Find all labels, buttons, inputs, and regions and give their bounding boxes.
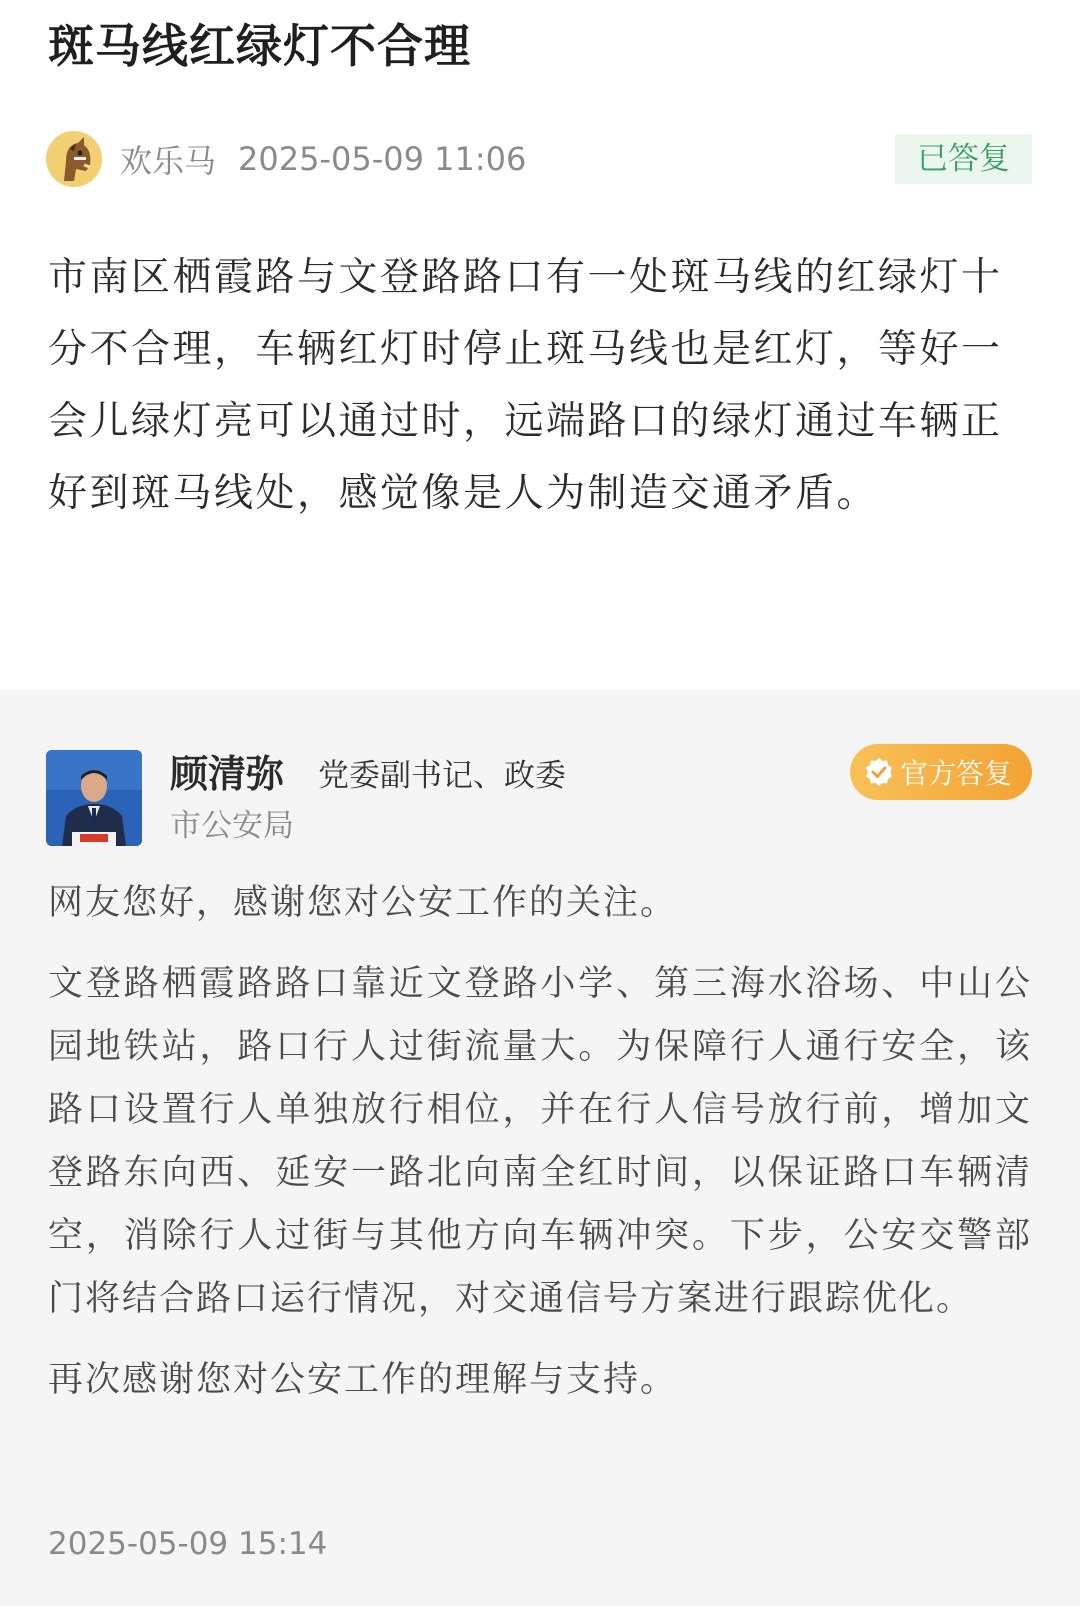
author-name[interactable]: 欢乐马 (120, 142, 217, 180)
responder-title: 党委副书记、政委 (318, 758, 566, 794)
status-badge: 已答复 (895, 134, 1032, 184)
horse-avatar-icon[interactable] (46, 131, 102, 187)
reply-content (48, 872, 1032, 1412)
page-title: 斑马线红绿灯不合理 (48, 19, 471, 73)
responder-header (46, 750, 1032, 850)
responder-name: 顾清弥 (170, 752, 285, 796)
question-section (0, 0, 1080, 690)
question-meta (46, 130, 1032, 188)
check-badge-icon (864, 757, 894, 787)
reply-closing: 再次感谢您对公安工作的理解与支持。 (48, 1360, 678, 1400)
reply-greeting: 网友您好，感谢您对公安工作的关注。 (48, 883, 678, 923)
responder-department: 市公安局 (170, 808, 294, 844)
official-reply-label: 官方答复 (899, 757, 1012, 790)
official-reply-badge (850, 744, 1032, 800)
reply-section (0, 690, 1080, 1606)
reply-body: 文登路栖霞路路口靠近文登路小学、第三海水浴场、中山公园地铁站，路口行人过街流量大。为保障行人通行安全，该路口设置行人单独放行相位，并在行人信号放行前，增加文登路东向西、延安一路北向南全红时间，以保证路口车辆清空，消除行人过街与其他方向车辆冲突。下步，公安交警部门将结合路口运行情况，对交通信号方案进行跟踪优化。 (48, 964, 1032, 1319)
responder-avatar[interactable] (46, 750, 142, 846)
post-timestamp: 2025-05-09 11:06 (238, 140, 527, 178)
reply-timestamp: 2025-05-09 15:14 (48, 1526, 328, 1562)
question-text: 市南区栖霞路与文登路路口有一处斑马线的红绿灯十分不合理，车辆红灯时停止斑马线也是红灯，等好一会儿绿灯亮可以通过时，远端路口的绿灯通过车辆正好到斑马线处，感觉像是人为制造交通矛盾。 (48, 255, 1003, 516)
